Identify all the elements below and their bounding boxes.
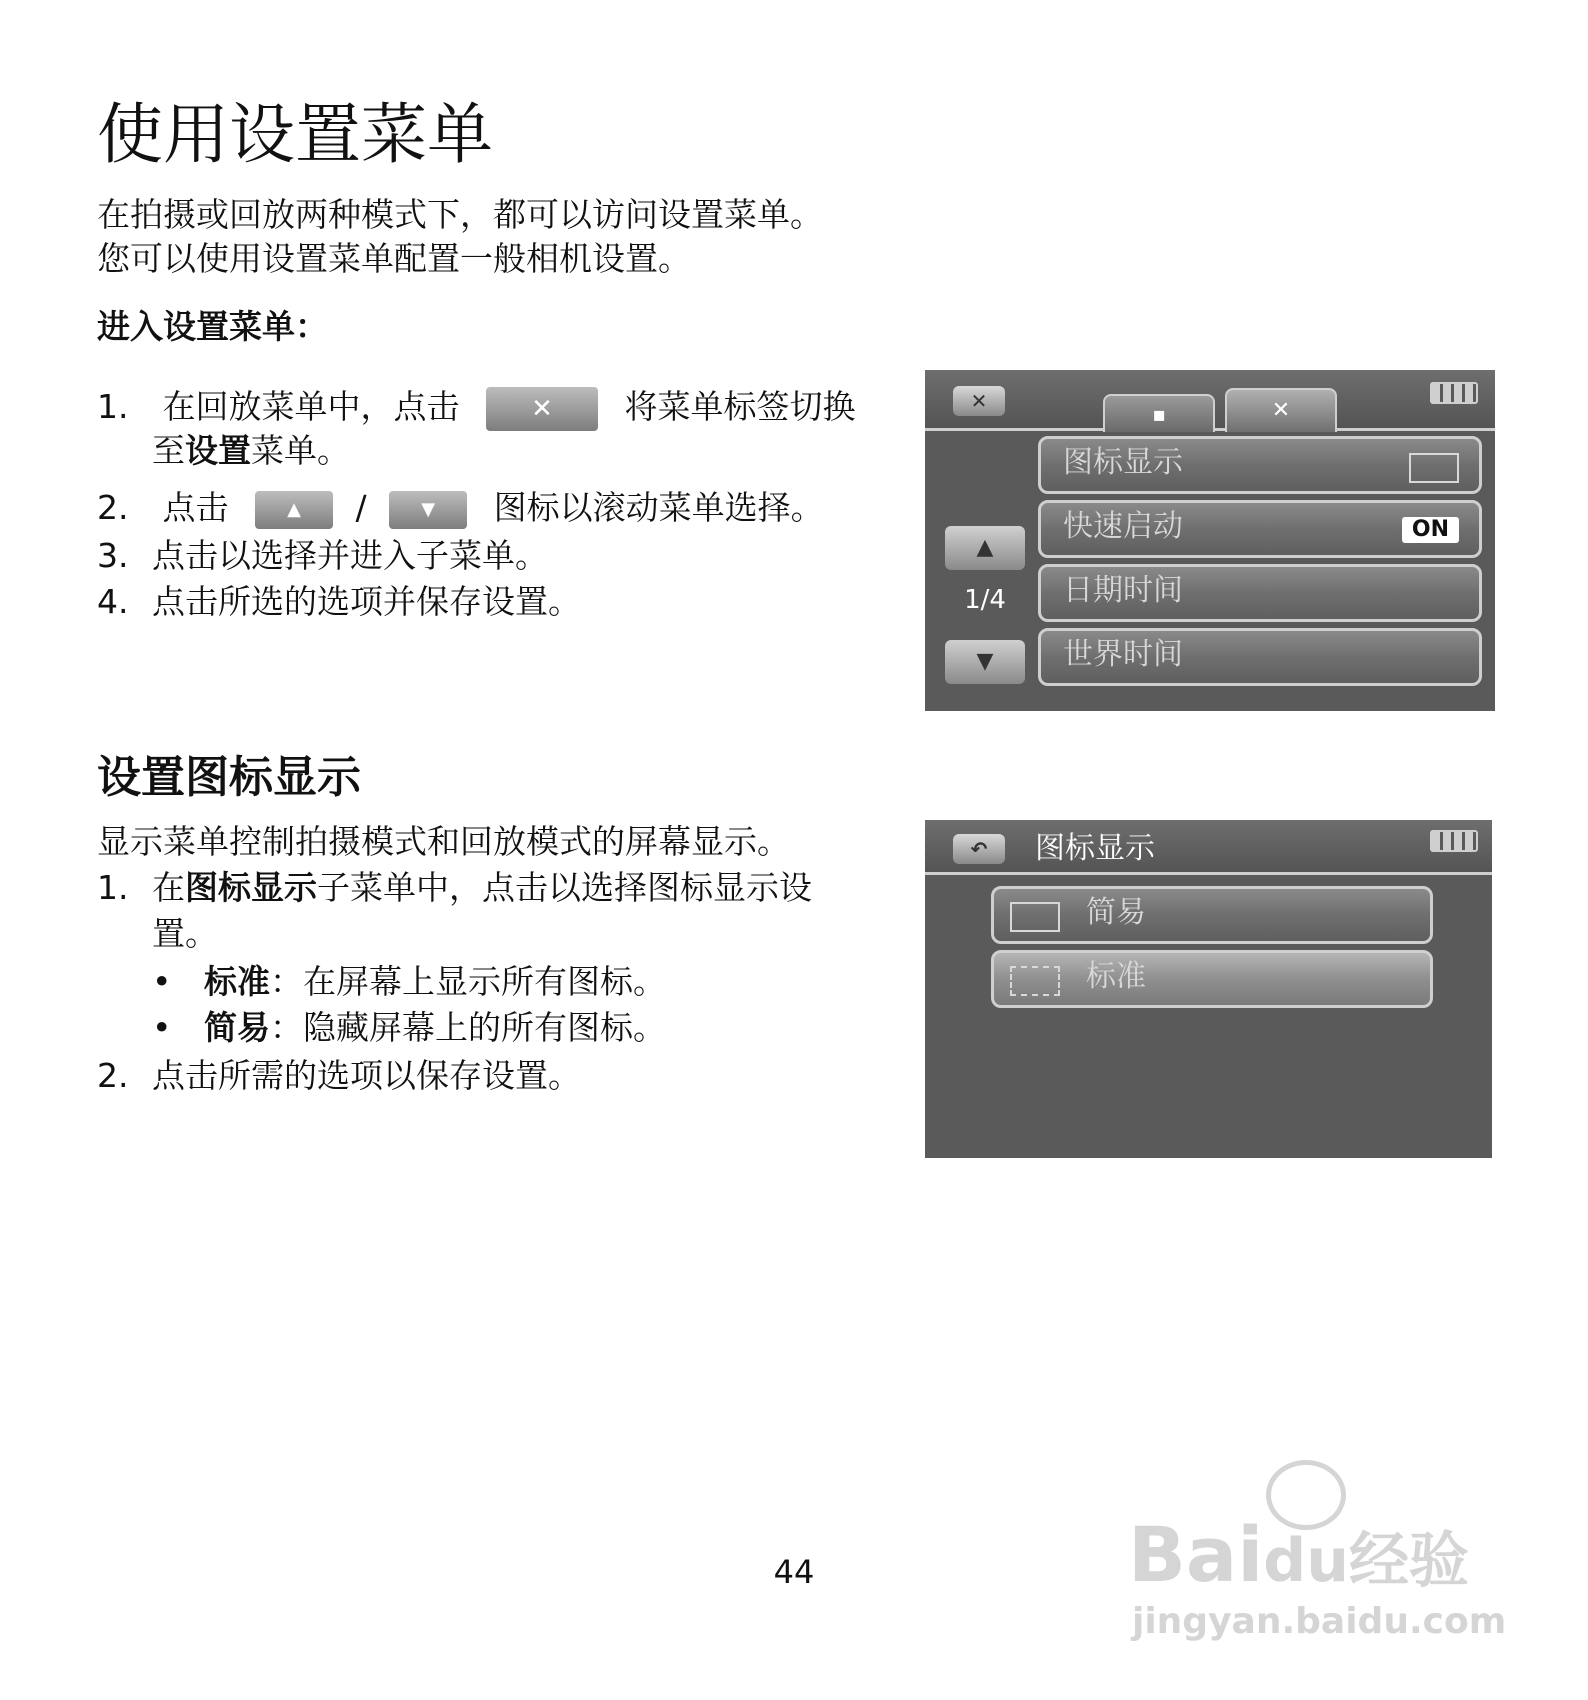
step-4 (97, 580, 581, 624)
display-standard-icon (1010, 966, 1060, 996)
step-text: 将菜单标签切换 (624, 387, 856, 426)
tools-icon: ✕ (1271, 398, 1291, 423)
slash: / (355, 488, 367, 527)
menu-item-label: 图标显示 (1063, 445, 1183, 480)
battery-icon (1430, 830, 1478, 852)
step-text: 在回放菜单中，点击 (162, 387, 460, 426)
up-arrow-icon: ▲ (255, 491, 333, 529)
menu-item-date-time[interactable] (1038, 564, 1482, 622)
back-arrow-icon: ↶ (970, 837, 988, 861)
step-text: 图标以滚动菜单选择。 (493, 488, 824, 527)
section2-step-1-cont: 置。 (152, 914, 218, 953)
bullet-text: ：隐藏屏幕上的所有图标。 (270, 1008, 666, 1047)
step-number: 1. (97, 868, 129, 907)
step-text: 菜单。 (251, 431, 350, 470)
page-indicator: 1/4 (964, 585, 1006, 615)
paw-icon (1266, 1460, 1346, 1530)
step-1 (97, 385, 856, 431)
bullet-text: ：在屏幕上显示所有图标。 (270, 962, 666, 1001)
step-number: 4. (97, 582, 129, 621)
step-text: 在 (152, 868, 185, 907)
watermark-brand: 经验 (1348, 1526, 1469, 1596)
watermark-brand: du (1263, 1526, 1349, 1596)
step-3 (97, 534, 548, 578)
icon-display-screenshot (925, 820, 1492, 1158)
intro-line-2: 您可以使用设置菜单配置一般相机设置。 (97, 239, 691, 278)
menu-item-world-time[interactable] (1038, 628, 1482, 686)
menu-item-label: 快速启动 (1063, 509, 1183, 544)
step-number: 1. (97, 387, 129, 426)
option-standard[interactable] (991, 950, 1433, 1008)
step-text: 点击 (162, 488, 229, 527)
section2-step-1 (97, 866, 812, 910)
close-icon: ✕ (970, 389, 988, 413)
step-1-cont (152, 429, 350, 473)
step-bold: 设置 (185, 431, 251, 470)
bullet-standard (152, 960, 666, 1004)
watermark-brand: Bai (1128, 1510, 1264, 1599)
menu-item-label: 日期时间 (1063, 573, 1183, 608)
bullet-label: 标准 (204, 962, 270, 1001)
screen-top-bar (925, 820, 1492, 875)
screen-title: 图标显示 (1035, 831, 1155, 866)
step-number: 2. (97, 1056, 129, 1095)
down-arrow-icon: ▼ (976, 649, 994, 674)
tab-video[interactable] (1103, 394, 1215, 432)
step-number: 2. (97, 488, 129, 527)
step-text: 点击所需的选项以保存设置。 (152, 1056, 581, 1095)
watermark-url: jingyan.baidu.com (1132, 1601, 1507, 1642)
step-2 (97, 486, 824, 530)
tab-setup[interactable] (1225, 388, 1337, 432)
display-simple-icon (1010, 902, 1060, 932)
enter-heading: 进入设置菜单： (97, 307, 328, 346)
back-button[interactable] (953, 834, 1005, 864)
step-text: 点击所选的选项并保存设置。 (152, 582, 581, 621)
bullet-label: 简易 (204, 1008, 270, 1047)
tools-icon: ✕ (531, 393, 553, 424)
option-label: 标准 (1086, 959, 1146, 994)
step-text: 至 (152, 431, 185, 470)
section-title: 设置图标显示 (97, 752, 361, 803)
setup-tab-button (486, 387, 598, 431)
step-bold: 图标显示 (185, 868, 317, 907)
section-desc: 显示菜单控制拍摄模式和回放模式的屏幕显示。 (97, 822, 790, 861)
display-simple-icon (1409, 453, 1459, 483)
step-text: 点击以选择并进入子菜单。 (152, 536, 548, 575)
setup-menu-screenshot (925, 370, 1495, 711)
video-camera-icon: ▪ (1152, 402, 1166, 426)
intro-line-1: 在拍摄或回放两种模式下，都可以访问设置菜单。 (97, 195, 823, 234)
step-text: 子菜单中，点击以选择图标显示设 (317, 868, 812, 907)
up-arrow-icon: ▲ (976, 535, 994, 560)
option-label: 简易 (1086, 895, 1146, 930)
section2-step-2 (97, 1054, 581, 1098)
menu-item-label: 世界时间 (1063, 637, 1183, 672)
close-button[interactable] (953, 386, 1005, 416)
bullet-dot: • (152, 962, 172, 1001)
menu-item-icon-display[interactable] (1038, 436, 1482, 494)
bullet-dot: • (152, 1008, 172, 1047)
bullet-simple (152, 1006, 666, 1050)
on-badge: ON (1402, 517, 1459, 543)
step-number: 3. (97, 536, 129, 575)
down-arrow-icon: ▼ (389, 491, 467, 529)
scroll-up-button[interactable] (945, 526, 1025, 570)
battery-icon (1430, 382, 1478, 404)
page-number: 44 (773, 1553, 815, 1591)
page-title: 使用设置菜单 (97, 96, 493, 173)
option-simple[interactable] (991, 886, 1433, 944)
scroll-down-button[interactable] (945, 640, 1025, 684)
menu-item-quick-start[interactable] (1038, 500, 1482, 558)
